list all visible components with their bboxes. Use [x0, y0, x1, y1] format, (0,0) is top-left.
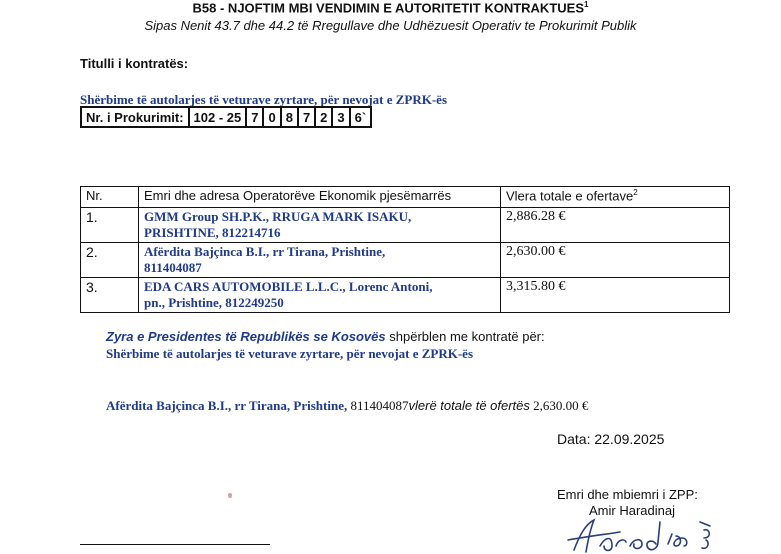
contract-service-title: Shërbime të autolarjes të veturave zyrtare, për nevojat e ZPRK-ës [80, 92, 448, 107]
table-row [81, 278, 730, 313]
procurement-code: 102 - 25 [189, 107, 247, 127]
table-row [81, 243, 730, 278]
procurement-digit: 2 [315, 107, 332, 127]
row-nr: 3. [81, 278, 139, 313]
official-name: Amir Haradinaj [589, 503, 675, 518]
document-title: B58 - NJOFTIM MBI VENDIMIN E AUTORITETIT KONTRAKTUES$^1$ [192, 0, 589, 16]
procurement-number-table [80, 106, 372, 128]
title-footnote-mark: 1 [584, 0, 589, 9]
procurement-digit: 0 [263, 107, 280, 127]
official-name-label: Emri dhe mbiemri i ZPP: [557, 487, 698, 502]
document-subtitle: Sipas Nenit 43.7 dhe 44.2 të Rregullave dhe Udhëzuesit Operativ te Prokurimit Publik [144, 18, 637, 33]
procurement-label: Nr. i Prokurimit: [81, 107, 189, 127]
header-value: Vlera totale e ofertave$^2$ [501, 187, 730, 208]
header-operator: Emri dhe adresa Operatorëve Ekonomik pjesëmarrës [139, 187, 501, 208]
signature-line [80, 544, 270, 545]
procurement-digit: 7 [246, 107, 263, 127]
procurement-digit: 3 [332, 107, 349, 127]
operator-name: Afërdita Bajçinca B.I., rr Tirana, Prishtine, 811404087 [139, 243, 501, 278]
offer-value: 2,886.28 € [501, 208, 730, 243]
procurement-digit: 6` [350, 107, 372, 127]
handwritten-signature [560, 516, 740, 554]
award-statement: Zyra e Presidentes të Republikës se Kosovës shpërblen me kontratë për: [106, 329, 545, 344]
row-nr: 1. [81, 208, 139, 243]
ink-dot [228, 493, 232, 498]
operator-name: EDA CARS AUTOMOBILE L.L.C., Lorenc Antoni, pn., Prishtine, 812249250 [139, 278, 501, 313]
header-nr: Nr. [81, 187, 139, 208]
procurement-digit: 8 [281, 107, 298, 127]
document-date: Data: 22.09.2025 [557, 431, 665, 447]
procurement-digit: 7 [298, 107, 315, 127]
table-row [81, 208, 730, 243]
awarded-service: Shërbime të autolarjes të veturave zyrtare, për nevojat e ZPRK-ës [106, 346, 474, 361]
offer-value: 3,315.80 € [501, 278, 730, 313]
operators-table [80, 186, 730, 313]
contract-title-label: Titulli i kontratës: [80, 56, 189, 71]
row-nr: 2. [81, 243, 139, 278]
winning-offer: Afërdita Bajçinca B.I., rr Tirana, Prishtine, 811404087vlerë totale të ofertës 2,630.00 € [106, 398, 589, 413]
table-header-row [81, 187, 730, 208]
offer-value: 2,630.00 € [501, 243, 730, 278]
operator-name: GMM Group SH.P.K., RRUGA MARK ISAKU, PRISHTINE, 812214716 [139, 208, 501, 243]
